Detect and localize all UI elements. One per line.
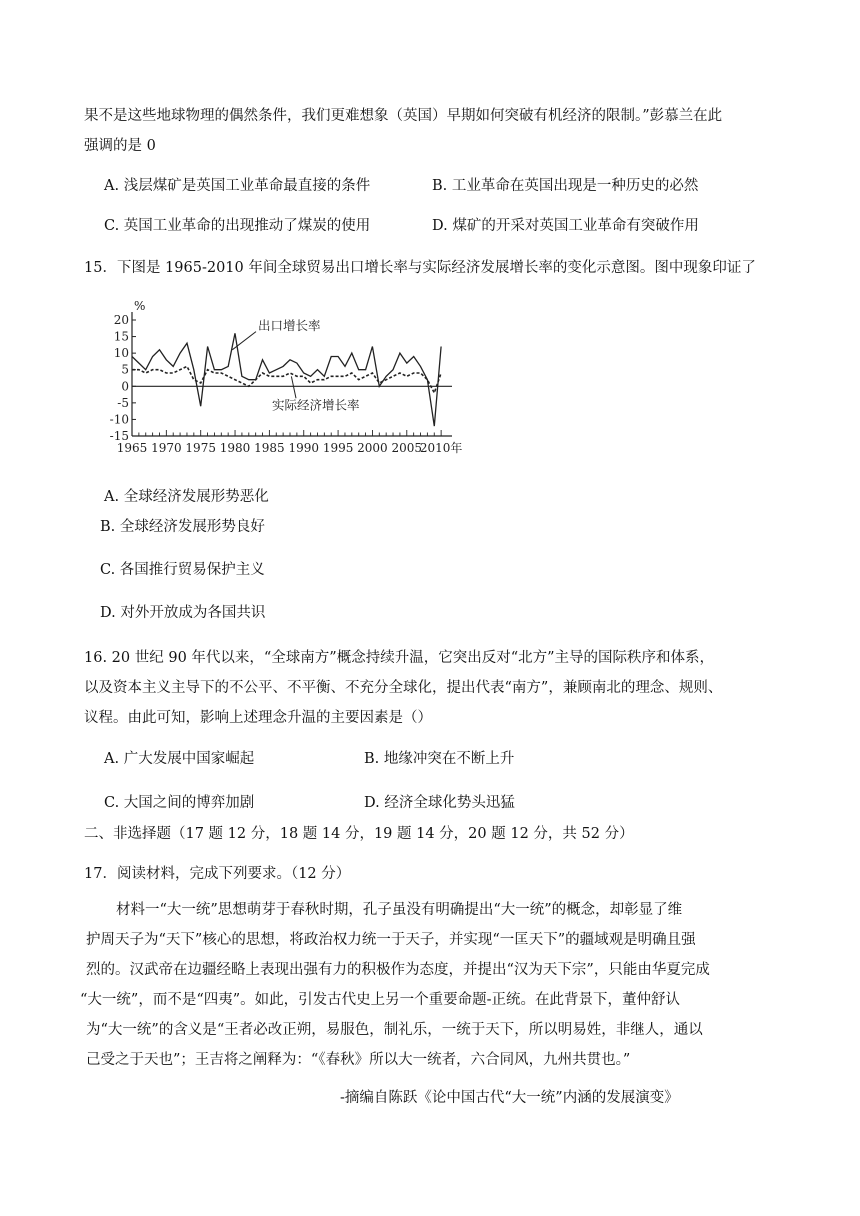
q17-material-line-3: 烈的。汉武帝在边疆经略上表现出强有力的积极作为态度，并提出“汉为天下宗”，只能由华夏完成 [86, 962, 710, 978]
q16-text-line-2: 以及资本主义主导下的不公平、不平衡、不充分全球化，提出代表“南方”，兼顾南北的理念、规则、 [84, 680, 723, 696]
q17-material-line-4: “大一统”，而不是“四夷”。如此，引发古代史上另一个重要命题-正统。在此背景下，董仲舒认 [80, 992, 681, 1008]
q17-material-line-2: 护周天子为“天下”核心的思想，将政治权力统一于天子，并实现“一匡天下”的疆域观是明确且强 [86, 932, 696, 948]
x-tick-label: 1995 [322, 441, 354, 455]
y-tick-label: 20 [113, 313, 129, 327]
y-unit-label: % [134, 299, 146, 313]
y-tick-label: 15 [113, 329, 129, 344]
x-tick-label: 1980 [219, 441, 251, 455]
q17-source: -摘编自陈跃《论中国古代“大一统”内涵的发展演变》 [340, 1090, 679, 1106]
x-tick-label: 1985 [254, 441, 285, 455]
q15-option-b: B. 全球经济发展形势良好 [100, 519, 265, 535]
q14-option-c: C. 英国工业革命的出现推动了煤炭的使用 [104, 218, 371, 234]
q16-option-a: A. 广大发展中国家崛起 [104, 751, 255, 767]
q17-material-line-6: 己受之于天也”；王吉将之阐释为：“《春秋》所以大一统者，六合同风，九州共贯也。” [86, 1052, 631, 1068]
growth-rate-chart [100, 296, 490, 464]
x-tick-label: 1965 [116, 441, 148, 455]
y-tick-label: -5 [117, 395, 129, 410]
q15-option-a: A. 全球经济发展形势恶化 [104, 489, 269, 505]
y-tick-label: 5 [121, 362, 129, 377]
q16-option-b: B. 地缘冲突在不断上升 [364, 751, 515, 767]
economic-label-leader [291, 376, 296, 398]
x-tick-label: 2010年 [419, 441, 463, 455]
economic-growth-label: 实际经济增长率 [272, 397, 360, 413]
section-two-heading: 二、非选择题（17 题 12 分，18 题 14 分，19 题 14 分，20 题 12 分，共 52 分） [84, 826, 634, 842]
q14-option-a: A. 浅层煤矿是英国工业革命最直接的条件 [104, 178, 371, 194]
y-tick-label: -15 [109, 429, 129, 443]
y-tick-label: 10 [113, 346, 129, 361]
q14-option-b: B. 工业革命在英国出现是一种历史的必然 [432, 178, 699, 194]
q17-material-line-1: 材料一“大一统”思想萌芽于春秋时期，孔子虽没有明确提出“大一统”的概念，却彰显了维 [116, 902, 683, 918]
x-tick-label: 1970 [151, 441, 182, 455]
q14-option-d: D. 煤矿的开采对英国工业革命有突破作用 [432, 218, 699, 234]
x-tick-label: 2000 [357, 441, 388, 455]
q14-text-line-1: 果不是这些地球物理的偶然条件，我们更难想象（英国）早期如何突破有机经济的限制。”彭慕兰在此 [84, 108, 723, 124]
y-tick-label: -10 [109, 412, 129, 427]
export-growth-label: 出口增长率 [258, 317, 321, 333]
x-tick-label: 1975 [185, 441, 216, 455]
q14-text-line-2: 强调的是 0 [84, 138, 156, 154]
q15-stem: 15．下图是 1965-2010 年间全球贸易出口增长率与实际经济发展增长率的变化示意图。图中现象印证了 [84, 260, 756, 276]
q16-option-d: D. 经济全球化势头迅猛 [364, 795, 515, 811]
q16-option-c: C. 大国之间的博弈加剧 [104, 795, 255, 811]
q15-option-d: D. 对外开放成为各国共识 [100, 605, 266, 621]
q16-text-line-3: 议程。由此可知，影响上述理念升温的主要因素是（） [84, 710, 432, 726]
x-tick-label: 2005 [391, 441, 423, 455]
y-tick-label: 0 [121, 379, 129, 394]
q17-material-line-5: 为“大一统”的含义是“王者必改正朔，易服色，制礼乐，一统于天下，所以明易姓，非继人，通以 [86, 1022, 703, 1038]
q15-option-c: C. 各国推行贸易保护主义 [100, 562, 265, 578]
q16-text-line-1: 16. 20 世纪 90 年代以来，“全球南方”概念持续升温，它突出反对“北方”主导的国际秩序和体系， [84, 650, 715, 666]
x-tick-label: 1990 [288, 441, 320, 455]
q17-stem: 17．阅读材料，完成下列要求。（12 分） [84, 866, 351, 882]
economic-growth-line [132, 366, 441, 393]
